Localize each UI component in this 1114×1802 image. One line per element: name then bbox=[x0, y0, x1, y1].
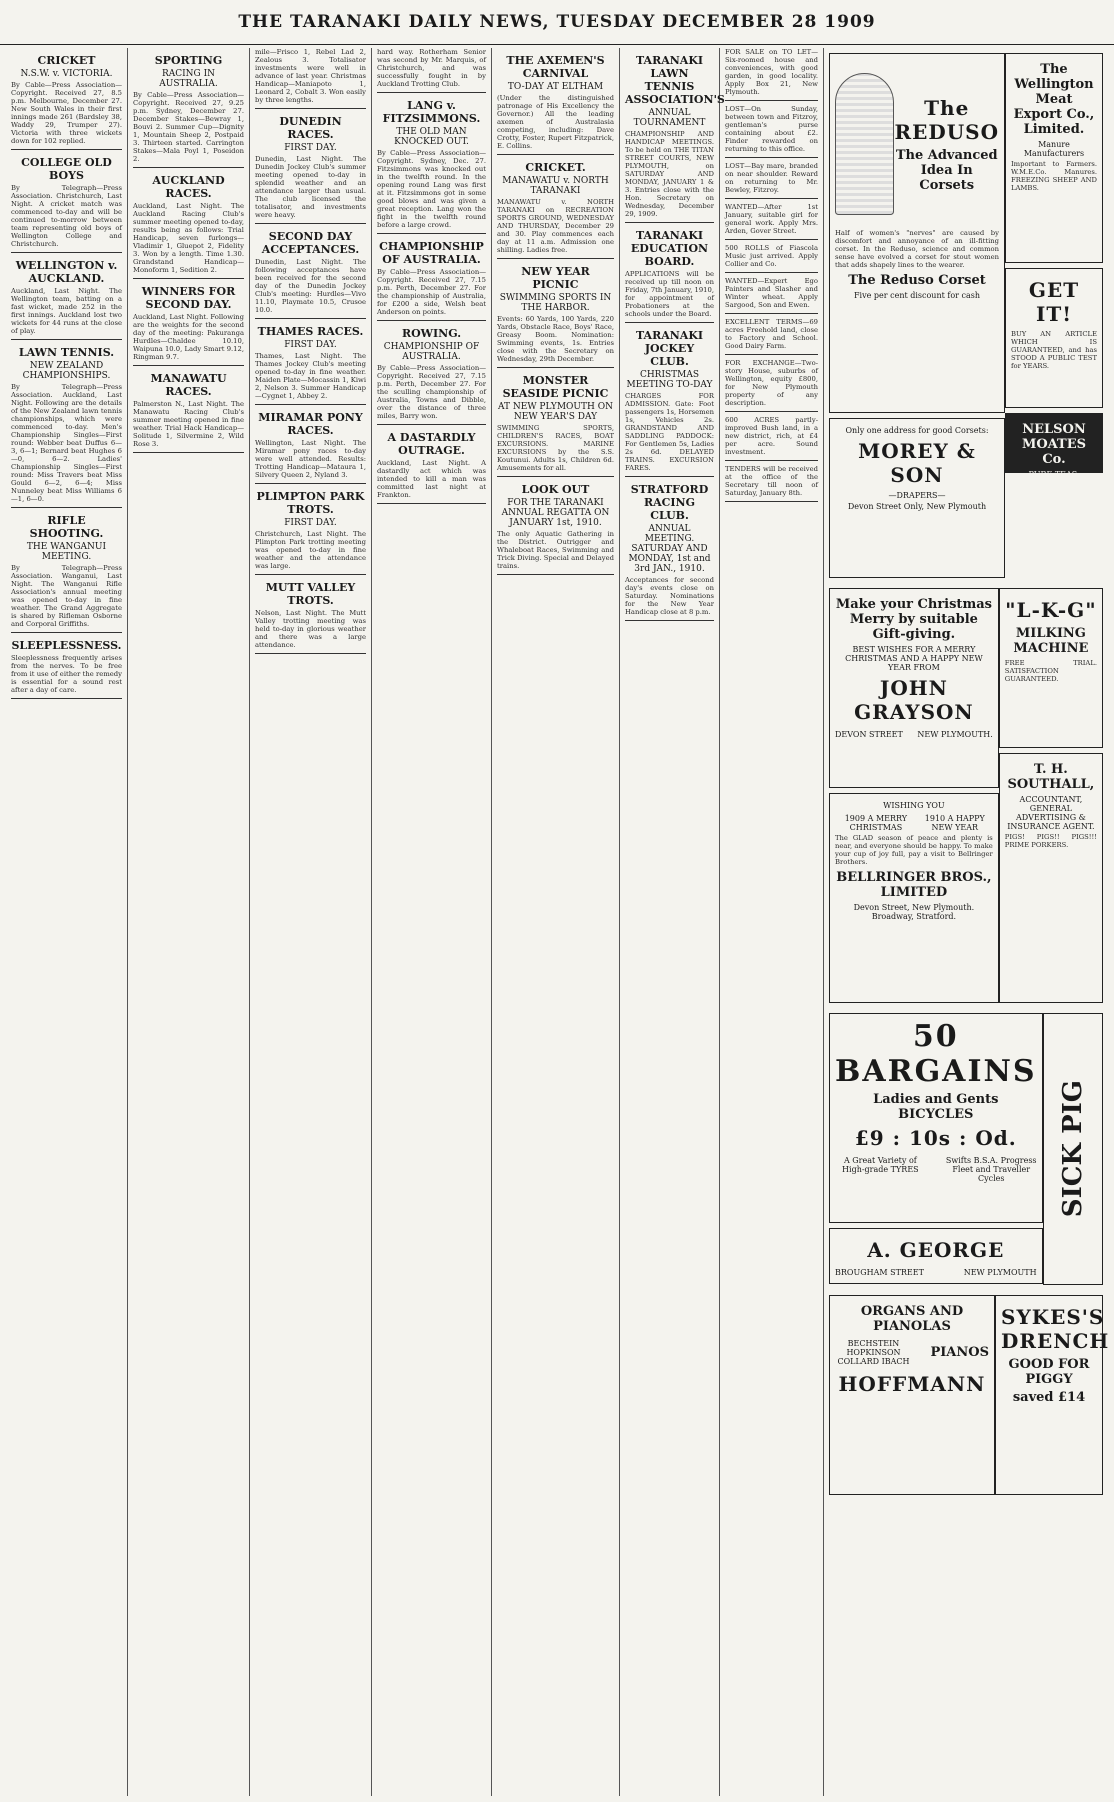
article-heading: LANG v. FITZSIMMONS. bbox=[382, 99, 481, 125]
get-it-ad bbox=[1005, 268, 1103, 408]
rule bbox=[725, 100, 818, 101]
article bbox=[497, 54, 614, 155]
article-subheading: THE OLD MAN KNOCKED OUT. bbox=[394, 127, 469, 147]
article-subheading: SWIMMING SPORTS IN THE HARBOR. bbox=[499, 293, 612, 313]
article-heading: SECOND DAY ACCEPTANCES. bbox=[261, 230, 360, 256]
article-body: CHAMPIONSHIP AND HANDICAP MEETINGS. To be held on THE TITAN STREET COURTS, NEW PLYMOUTH, on SATURDAY AND MONDAY, JANUARY 1 & 3. Entries close with the Hon. Secretary on Wednesday, December 29, 1909. bbox=[625, 130, 714, 218]
rule bbox=[133, 452, 244, 453]
article-body: SWIMMING SPORTS, CHILDREN'S RACES, BOAT EXCURSIONS. MARINE EXCURSIONS by the S.S. Koutunui. Adults 1s, Children 6d. Amusements for all. bbox=[497, 424, 614, 472]
article-subheading: CHAMPIONSHIP OF AUSTRALIA. bbox=[383, 342, 480, 362]
article bbox=[133, 285, 244, 366]
rule bbox=[11, 252, 122, 253]
article-heading: TARANAKI EDUCATION BOARD. bbox=[630, 229, 709, 268]
article-subheading: FIRST DAY. bbox=[284, 518, 337, 528]
lkg-body: FREE TRIAL. SATISFACTION GUARANTEED. bbox=[1004, 659, 1097, 683]
rule bbox=[377, 320, 486, 321]
article bbox=[377, 240, 486, 321]
article bbox=[255, 581, 366, 654]
wishing-head: WISHING YOU bbox=[883, 801, 945, 810]
column-4 bbox=[372, 48, 492, 1796]
article-heading: ROWING. bbox=[401, 327, 462, 340]
article-heading: MUTT VALLEY TROTS. bbox=[265, 581, 356, 607]
get-it-body: BUY AN ARTICLE WHICH IS GUARANTEED, and has STOOD A PUBLIC TEST for YEARS. bbox=[1011, 330, 1097, 370]
rule bbox=[725, 198, 818, 199]
rule bbox=[11, 698, 122, 699]
rule bbox=[255, 318, 366, 319]
article-body: By Cable—Press Association—Copyright. Received 27, 7.15 p.m. Perth, December 27. For the championship of Australia, for £200 a side, Welsh beat Anderson on points. bbox=[377, 268, 486, 316]
article-body: Palmerston N., Last Night. The Manawatu Racing Club's summer meeting opened in fine weather. Trial Hack Handicap—Solitude 1, Silvermine 2, Wild Rose 3. bbox=[133, 400, 244, 448]
article-heading: MIRAMAR PONY RACES. bbox=[258, 411, 363, 437]
george-left: BROUGHAM STREET bbox=[835, 1268, 924, 1277]
columns bbox=[6, 48, 1108, 1796]
article-heading: WELLINGTON v. AUCKLAND. bbox=[15, 259, 118, 285]
article-body: Auckland, Last Night. The Wellington team, batting on a fast wicket, made 252 in the first innings. Auckland lost two wickets for 44 runs at the close of play. bbox=[11, 287, 122, 335]
article bbox=[625, 54, 725, 223]
article-body: By Cable—Press Association—Copyright. Sydney, Dec. 27. Fitzsimmons was knocked out in the twelfth round. In the opening round Lang was first at it. Fitzsimmons got in some good blows and was given a great reception. Lang won the fight in the twelfth round before a large crowd. bbox=[377, 149, 486, 229]
southall-body: PIGS! PIGS!! PIGS!!! PRIME PORKERS. bbox=[1004, 833, 1097, 849]
meat-export-sub: Manure Manufacturers bbox=[1023, 140, 1085, 158]
reduso-price: Five per cent discount for cash bbox=[853, 291, 981, 300]
bargains-left: A Great Variety of High-grade TYRES bbox=[842, 1156, 919, 1174]
organs-name: HOFFMANN bbox=[838, 1372, 986, 1396]
article-body: FOR SALE on TO LET—Six-roomed house and conveniences, with good garden, in good locality. Apply Box 21, New Plymouth. bbox=[725, 48, 818, 96]
article-body: WANTED—Expert Ego Painters and Slasher and Winter wheat. Apply Sargood, Son and Ewen. bbox=[725, 277, 818, 309]
article-heading: MANAWATU RACES. bbox=[150, 372, 227, 398]
rule bbox=[11, 632, 122, 633]
article bbox=[497, 374, 614, 477]
morey-address: Devon Street Only, New Plymouth bbox=[847, 502, 987, 511]
christmas-title: Make your Christmas Merry by suitable Gift-giving. bbox=[835, 597, 992, 642]
article-heading: CRICKET bbox=[37, 54, 96, 67]
article bbox=[255, 230, 366, 319]
column-7 bbox=[720, 48, 824, 1796]
reduso-ad bbox=[829, 53, 1005, 413]
article-heading: STRATFORD RACING CLUB. bbox=[630, 483, 709, 522]
article-body: 500 ROLLS of Fiascola Music just arrived. Apply Collier and Co. bbox=[725, 244, 818, 268]
sykes-price: saved £14 bbox=[1012, 1390, 1086, 1405]
rule bbox=[133, 167, 244, 168]
article-heading: MONSTER SEASIDE PICNIC bbox=[502, 374, 609, 400]
article bbox=[725, 359, 818, 412]
article-body: Auckland, Last Night. The Auckland Racing Club's summer meeting opened to-day, results being as follows: Trial Handicap, seven furlongs—Vladimir 1, Gluepot 2, Fidelity 3. Won by a length. Time 1.30. Grandstand Handicap—Monoform 1, Sedition 2. bbox=[133, 202, 244, 274]
article-body: Events: 60 Yards, 100 Yards, 220 Yards, Obstacle Race, Boys' Race, Greasy Boom. Nomination: Swimming events, 1s. Entries close with the Secretary on Wednesday, 29th December. bbox=[497, 315, 615, 363]
article bbox=[255, 411, 366, 484]
article-body: LOST—On Sunday, between town and Fitzroy, gentleman's purse containing about £2. Finder rewarded on returning to this office. bbox=[725, 105, 818, 153]
lkg-ad bbox=[999, 588, 1103, 748]
article-subheading: THE WANGANUI MEETING. bbox=[26, 542, 107, 562]
article-body: Wellington, Last Night. The Miramar pony races to-day were well attended. Results: Trotting Handicap—Mataura 1, Silvery Queen 2, Nyland 3. bbox=[255, 439, 366, 479]
organs-right: PIANOS bbox=[930, 1345, 989, 1360]
article-body: Thames, Last Night. The Thames Jockey Club's meeting opened to-day in fine weather. Maiden Plate—Mocassin 1, Kiwi 2, Nelson 3. Summer Handicap—Cygnet 1, Abbey 2. bbox=[255, 352, 366, 400]
christmas-left: DEVON STREET bbox=[835, 730, 903, 739]
rule bbox=[255, 223, 366, 224]
sykes-title: SYKES'S DRENCH bbox=[1001, 1305, 1110, 1353]
article-body: Dunedin, Last Night. The Dunedin Jockey Club's summer meeting opened to-day in splendid weather and an attendance larger than usual. The club licensed the totalisator, and investments were heavy. bbox=[255, 155, 366, 219]
article-subheading: ANNUAL TOURNAMENT bbox=[633, 108, 706, 128]
bargains-title: 50 BARGAINS bbox=[835, 1019, 1037, 1089]
article-subheading: FIRST DAY. bbox=[284, 143, 337, 153]
rule bbox=[497, 574, 614, 575]
meat-export-body: Important to Farmers. W.M.E.Co. Manures. FREEZING SHEEP AND LAMBS. bbox=[1011, 160, 1097, 192]
article-heading: NEW YEAR PICNIC bbox=[521, 265, 590, 291]
article-body: EXCELLENT TERMS—69 acres Freehold land, close to Factory and School. Good Dairy Farm. bbox=[725, 318, 818, 350]
rule bbox=[725, 354, 818, 355]
rule bbox=[725, 460, 818, 461]
article-body: WANTED—After 1st January, suitable girl for general work. Apply Mrs. Arden, Gover Street. bbox=[725, 203, 818, 235]
article bbox=[11, 54, 122, 150]
article bbox=[725, 105, 818, 158]
article bbox=[725, 244, 818, 273]
article-heading: DUNEDIN RACES. bbox=[279, 115, 342, 141]
article bbox=[497, 265, 614, 368]
george-name: A. GEORGE bbox=[867, 1238, 1005, 1262]
article-subheading: RACING IN AUSTRALIA. bbox=[159, 69, 218, 89]
lkg-sub: MILKING MACHINE bbox=[1013, 626, 1089, 656]
christmas-name: JOHN GRAYSON bbox=[854, 676, 974, 724]
rule bbox=[133, 278, 244, 279]
morey-sub: —DRAPERS— bbox=[888, 491, 946, 500]
southall-ad bbox=[999, 753, 1103, 1003]
article bbox=[725, 203, 818, 240]
article-subheading: AT NEW PLYMOUTH ON NEW YEAR'S DAY bbox=[498, 402, 613, 422]
wishing-left: 1909 A MERRY CHRISTMAS bbox=[844, 814, 908, 832]
christmas-ad bbox=[829, 588, 999, 788]
george-ad bbox=[829, 1228, 1043, 1284]
morey-ad bbox=[829, 418, 1005, 578]
lkg-title: "L-K-G" bbox=[1005, 598, 1097, 622]
article-body: By Telegraph—Press Association. Wanganui, Last Night. The Wanganui Rifle Association's annual meeting was opened to-day in fine weather. The Grand Aggregate is shared by Rifleman Osborne and Corporal Griffiths. bbox=[11, 564, 122, 628]
column-6 bbox=[620, 48, 725, 1796]
article-subheading: FOR THE TARANAKI ANNUAL REGATTA ON JANUARY 1st, 1910. bbox=[501, 498, 610, 528]
article bbox=[377, 99, 486, 234]
article bbox=[725, 162, 818, 199]
rule bbox=[625, 476, 714, 477]
article bbox=[377, 431, 486, 504]
article-heading: THE AXEMEN'S CARNIVAL bbox=[506, 54, 605, 80]
nelson-ad bbox=[1005, 413, 1103, 479]
article-body: CHARGES FOR ADMISSION. Gate: Foot passengers 1s, Horsemen 1s, Vehicles 2s. GRANDSTAND AND SADDLING PADDOCK: For Gentlemen 5s, Ladies 2s 6d. DELAYED TRAINS. EXCURSION FARES. bbox=[625, 392, 714, 472]
article-heading: PLIMPTON PARK TROTS. bbox=[256, 490, 365, 516]
article-body: TENDERS will be received at the office of the Secretary till noon of Saturday, January 8th. bbox=[725, 465, 818, 497]
masthead-title: THE TARANAKI DAILY NEWS, TUESDAY DECEMBER 28 1909 bbox=[238, 12, 876, 32]
article bbox=[255, 115, 366, 224]
bargains-ad bbox=[829, 1013, 1043, 1223]
organs-title: ORGANS AND PIANOLAS bbox=[860, 1304, 964, 1334]
article-body: By Telegraph—Press Association. Auckland, Last Night. Following are the details of the New Zealand lawn tennis championships, which were commenced to-day. Men's Championship Singles—First round: Webber beat Duffus 6—3, 6—1; Bernard beat Hughes 6—0, 6—2. Ladies' Championship Singles—First round: Miss Travers beat Miss Gould 6—2, 6—4; Miss Nunneley beat Miss Williams 6—1, 6—0. bbox=[11, 383, 122, 503]
get-it-title: GET IT! bbox=[1028, 278, 1080, 326]
article bbox=[11, 514, 122, 633]
article-body: Auckland, Last Night. Following are the weights for the second day of the meeting: Pakuranga Hurdles—Chaldee 10.10, Waipuna 10.0, Lady Smart 9.12, Ringman 9.7. bbox=[133, 313, 244, 361]
column-5 bbox=[492, 48, 620, 1796]
vertical-text: SICK PIG bbox=[1057, 1080, 1088, 1218]
article-subheading: FIRST DAY. bbox=[284, 340, 337, 350]
article bbox=[625, 483, 714, 621]
article-subheading: ANNUAL MEETING. SATURDAY AND MONDAY, 1st and 3rd JAN., 1910. bbox=[628, 524, 711, 574]
article bbox=[11, 639, 122, 699]
sykes-ad bbox=[995, 1295, 1110, 1495]
organs-ad bbox=[829, 1295, 995, 1495]
reduso-body: Half of women's "nerves" are caused by discomfort and annoyance of an ill-fitting corset. In the Reduso, science and common sense have evolved a corset for stout women that adds shapely lines to the wearer. bbox=[835, 229, 999, 269]
article bbox=[133, 54, 244, 168]
article-heading: LAWN TENNIS. bbox=[18, 346, 115, 359]
wishing-name: BELLRINGER BROS., LIMITED bbox=[836, 870, 992, 900]
rule bbox=[11, 149, 122, 150]
rule bbox=[255, 108, 366, 109]
article-body: By Cable—Press Association—Copyright. Received 27, 9.25 p.m. Sydney, December 27. December Stakes—Bewray 1, Bouvi 2. Summer Cup—Dignity 1, Mountain Sheep 2, Postpaid 3. Thirteen started. Carrington Stakes—Mala Poyl 1, Poseidon 2. bbox=[133, 91, 244, 163]
article bbox=[377, 327, 486, 425]
article-body: Auckland, Last Night. A dastardly act which was intended to kill a man was committed last night at Frankton. bbox=[377, 459, 486, 499]
article bbox=[725, 277, 818, 314]
rule bbox=[377, 424, 486, 425]
wishing-body: The GLAD season of peace and plenty is near, and everyone should be happy. To make your cup of joy full, pay a visit to Bellringer Brothers. bbox=[835, 834, 993, 866]
reduso-name: The Reduso Corset bbox=[848, 273, 986, 288]
article bbox=[725, 48, 818, 101]
corset-lady-illustration bbox=[835, 73, 894, 215]
article-body: The only Aquatic Gathering in the District. Outrigger and Whaleboat Races, Swimming and Trick Diving. Special and Delayed trains. bbox=[497, 530, 614, 570]
bargains-right: Swifts B.S.A. Progress Fleet and Traveller Cycles bbox=[945, 1156, 1037, 1183]
george-right: NEW PLYMOUTH bbox=[963, 1268, 1037, 1277]
article-body: Dunedin, Last Night. The following acceptances have been received for the second day of the Dunedin Jockey Club's meeting: Hurdles—Vivo 11.10, Playmate 10.5, Crusoe 10.0. bbox=[255, 258, 366, 314]
article-body: Acceptances for second day's events close on Saturday. Nominations for the New Year Handicap close at 8 p.m. bbox=[625, 576, 714, 616]
article-heading: COLLEGE OLD BOYS bbox=[21, 156, 112, 182]
reduso-brand: The REDUSO bbox=[894, 96, 999, 144]
rule bbox=[625, 322, 714, 323]
article-body: By Cable—Press Association—Copyright. Received 27, 7.15 p.m. Perth, December 27. For the sculling championship of Australia, Towns and Dibble, over the distance of three miles, Barry won. bbox=[377, 364, 486, 420]
article-body: (Under the distinguished patronage of His Excellency the Governor.) All the leading axemen of Australasia competing, including: Dave Crotty, Foster, Rupert Fitzpatrick, E. Collins. bbox=[497, 94, 614, 150]
article bbox=[255, 490, 366, 575]
article bbox=[625, 229, 714, 323]
southall-sub: ACCOUNTANT, GENERAL ADVERTISING & INSURANCE AGENT. bbox=[1007, 795, 1095, 831]
rule bbox=[725, 157, 818, 158]
article bbox=[11, 156, 122, 253]
article-heading: SPORTING bbox=[154, 54, 223, 67]
morey-lead: Only one address for good Corsets: bbox=[845, 426, 989, 435]
rule bbox=[255, 483, 366, 484]
nelson-title: NELSON MOATES Co. bbox=[1021, 422, 1087, 467]
article bbox=[497, 161, 614, 259]
rule bbox=[255, 653, 366, 654]
reduso-tagline: The Advanced Idea In Corsets bbox=[895, 148, 998, 193]
rule bbox=[133, 365, 244, 366]
article-heading: AUCKLAND RACES. bbox=[152, 174, 225, 200]
article-body: APPLICATIONS will be received up till noon on Friday, 7th January, 1910, for appointment of Probationers at the schools under the Board. bbox=[625, 270, 714, 318]
wishing-ad bbox=[829, 793, 999, 1003]
article-subheading: CHRISTMAS MEETING TO-DAY bbox=[626, 370, 713, 390]
article-body: mile—Frisco 1, Rebel Lad 2, Zealous 3. Totalisator investments were well in advance of last year. Christmas Handicap—Maniapoto 1, Leonard 2, Cobalt 3. Won easily by three lengths. bbox=[255, 48, 366, 104]
article-body: MANAWATU v. NORTH TARANAKI on RECREATION SPORTS GROUND, WEDNESDAY AND THURSDAY, December 29 and 30. Play commences each day at 11 a.m. Admission one shilling. Ladies free. bbox=[497, 198, 614, 254]
meat-export-title: The Wellington Meat Export Co., Limited. bbox=[1013, 62, 1095, 137]
morey-name: MOREY & SON bbox=[858, 439, 976, 487]
article bbox=[11, 346, 122, 508]
article-subheading: TO-DAY AT ELTHAM bbox=[507, 82, 604, 92]
article bbox=[497, 483, 614, 575]
article-body: Sleeplessness frequently arises from the nerves. To be free from it use of either the remedy is essential for a sound rest after a day of care. bbox=[11, 654, 122, 694]
rule bbox=[725, 411, 818, 412]
rule bbox=[625, 222, 714, 223]
sykes-body: GOOD FOR PIGGY bbox=[1008, 1357, 1090, 1387]
article-body: LOST—Bay mare, branded on near shoulder. Reward on returning to Mr. Bewley, Fitzroy. bbox=[725, 162, 818, 194]
bargains-price: £9 : 10s : Od. bbox=[854, 1126, 1017, 1150]
article-heading: SLEEPLESSNESS. bbox=[11, 639, 122, 652]
article-subheading: MANAWATU v. NORTH TARANAKI bbox=[502, 176, 609, 196]
nelson-sub: PURE TEAS. bbox=[1028, 470, 1080, 479]
column-1 bbox=[6, 48, 128, 1796]
rule bbox=[11, 507, 122, 508]
rule bbox=[255, 574, 366, 575]
organs-makers: BECHSTEIN HOPKINSON COLLARD IBACH bbox=[837, 1339, 910, 1366]
rule bbox=[725, 239, 818, 240]
article bbox=[11, 259, 122, 340]
article-heading: THAMES RACES. bbox=[257, 325, 364, 338]
southall-title: T. H. SOUTHALL, bbox=[1007, 762, 1095, 792]
bargains-sub: Ladies and Gents BICYCLES bbox=[873, 1092, 999, 1122]
christmas-right: NEW PLYMOUTH. bbox=[917, 730, 993, 739]
column-2 bbox=[128, 48, 250, 1796]
meat-export-ad bbox=[1005, 53, 1103, 263]
vertical-ad bbox=[1043, 1013, 1103, 1285]
article-heading: TARANAKI LAWN TENNIS ASSOCIATION'S bbox=[625, 54, 725, 106]
rule bbox=[11, 339, 122, 340]
rule bbox=[625, 620, 714, 621]
article-heading: CRICKET. bbox=[525, 161, 586, 174]
article bbox=[377, 48, 486, 93]
rule bbox=[725, 313, 818, 314]
article bbox=[725, 318, 818, 355]
article bbox=[255, 325, 366, 405]
advert-column bbox=[824, 48, 1108, 1796]
column-3 bbox=[250, 48, 372, 1796]
masthead bbox=[0, 0, 1114, 45]
rule bbox=[497, 154, 614, 155]
article-body: FOR EXCHANGE—Two-story House, suburbs of Wellington, equity £800, for New Plymouth property of any description. bbox=[725, 359, 818, 407]
article-heading: A DASTARDLY OUTRAGE. bbox=[387, 431, 476, 457]
article-body: By Cable—Press Association—Copyright. Received 27, 8.5 p.m. Melbourne, December 27. New South Wales in their first innings made 261 (Bardsley 38, Waddy 29, Trumper 27). Victoria with three wickets down for 102 replied. bbox=[11, 81, 122, 145]
article-body: Nelson, Last Night. The Mutt Valley trotting meeting was held to-day in glorious weather and there was a large attendance. bbox=[255, 609, 366, 649]
article bbox=[625, 329, 714, 477]
article-heading: CHAMPIONSHIP OF AUSTRALIA. bbox=[379, 240, 484, 266]
article-subheading: N.S.W. v. VICTORIA. bbox=[20, 69, 113, 79]
rule bbox=[497, 367, 614, 368]
wishing-right: 1910 A HAPPY NEW YEAR bbox=[924, 814, 985, 832]
rule bbox=[255, 404, 366, 405]
christmas-body: BEST WISHES FOR A MERRY CHRISTMAS AND A HAPPY NEW YEAR FROM bbox=[845, 645, 983, 672]
rule bbox=[497, 258, 614, 259]
article-body: 600 ACRES partly-improved Bush land, in a new district, rich, at £4 per acre. Sound investment. bbox=[725, 416, 818, 456]
article-body: hard way. Rotherham Senior was second by Mr. Marquis, of Christchurch, and was successfully fought in by Auckland Trotting Club. bbox=[377, 48, 486, 88]
rule bbox=[725, 501, 818, 502]
article-subheading: NEW ZEALAND CHAMPIONSHIPS. bbox=[22, 361, 111, 381]
rule bbox=[497, 476, 614, 477]
article-heading: RIFLE SHOOTING. bbox=[29, 514, 104, 540]
article bbox=[133, 174, 244, 279]
article-heading: LOOK OUT bbox=[521, 483, 590, 496]
rule bbox=[377, 503, 486, 504]
rule bbox=[725, 272, 818, 273]
article bbox=[255, 48, 366, 109]
rule bbox=[377, 233, 486, 234]
article-body: Christchurch, Last Night. The Plimpton Park trotting meeting was opened to-day in fine weather and the attendance was large. bbox=[255, 530, 366, 570]
article-heading: WINNERS FOR SECOND DAY. bbox=[141, 285, 236, 311]
article bbox=[725, 465, 818, 502]
rule bbox=[377, 92, 486, 93]
article bbox=[133, 372, 244, 453]
article bbox=[725, 416, 818, 461]
article-body: By Telegraph—Press Association. Christchurch, Last Night. A cricket match was commenced to-day and will be continued to-morrow between team representing old boys of Wellington College and Christchurch. bbox=[11, 184, 122, 248]
wishing-address: Devon Street, New Plymouth. Broadway, Stratford. bbox=[853, 903, 975, 921]
article-heading: TARANAKI JOCKEY CLUB. bbox=[635, 329, 704, 368]
